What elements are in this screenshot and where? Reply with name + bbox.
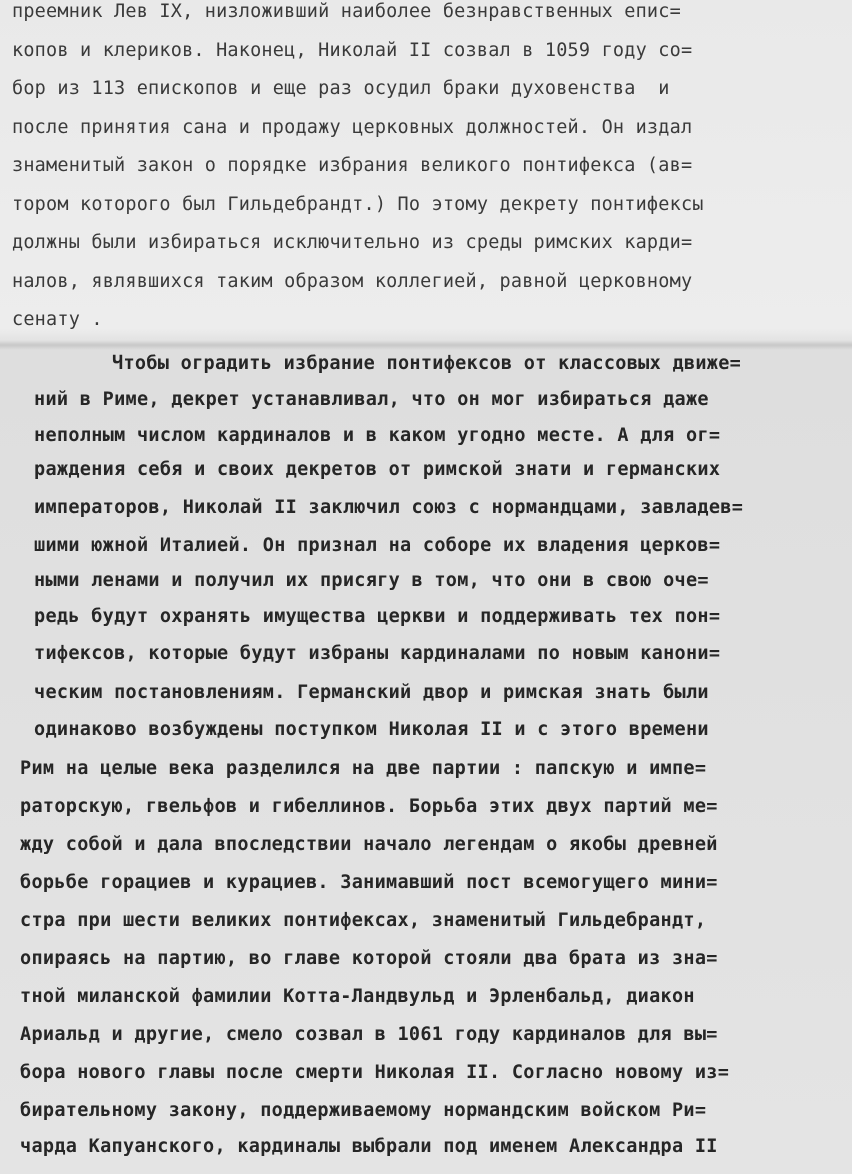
text-line: должны были избираться исключительно из среды римских карди= xyxy=(12,232,693,253)
text-line: жду собой и дала впоследствии начало легендам о якобы древней xyxy=(20,834,718,855)
text-line: раторскую, гвельфов и гибеллинов. Борьба этих двух партий ме= xyxy=(20,796,718,817)
text-line: Чтобы оградить избрание понтифексов от классовых движе= xyxy=(112,353,742,374)
text-line: тной миланской фамилии Котта-Ландвульд и Эрленбальд, диакон xyxy=(20,986,695,1007)
text-line: ными ленами и получил их присягу в том, что они в свою оче= xyxy=(34,570,709,591)
text-line: налов, являвшихся таким образом коллегией, равной церковному xyxy=(12,271,693,292)
text-line: раждения себя и своих декретов от римской знати и германских xyxy=(34,459,721,480)
text-line: борьбе горациев и курациев. Занимавший пост всемогущего мини= xyxy=(20,872,718,893)
text-line: тифексов, которые будут избраны кардиналами по новым канони= xyxy=(34,643,721,664)
text-line: ний в Риме, декрет устанавливал, что он мог избираться даже xyxy=(34,389,709,410)
text-line: бор из 113 епископов и еще раз осудил браки духовенства и xyxy=(12,78,670,99)
text-line: опираясь на партию, во главе которой стояли два брата из зна= xyxy=(20,948,718,969)
text-line: тором которого был Гильдебрандт.) По этому декрету понтифексы xyxy=(12,194,704,215)
text-line: Ариальд и другие, смело созвал в 1061 году кардиналов для вы= xyxy=(20,1024,718,1045)
text-line: одинаково возбуждены поступком Николая II и с этого времени xyxy=(34,719,709,740)
text-line: преемник Лев IX, низложивший наиболее безнравственных епис= xyxy=(12,1,681,22)
text-line: чарда Капуанского, кардиналы выбрали под именем Александра II xyxy=(20,1136,718,1157)
paragraph-papal-election-decree xyxy=(0,346,852,1174)
text-line: императоров, Николай II заключил союз с нормандцами, завладев= xyxy=(34,497,744,518)
paragraph-council-1059 xyxy=(0,0,852,346)
text-line: сенату . xyxy=(12,309,103,330)
text-line: неполным числом кардиналов и в каком угодно месте. А для ог= xyxy=(34,425,721,446)
text-line: Рим на целые века разделился на две партии : папскую и импе= xyxy=(20,758,707,779)
text-line: редь будут охранять имущества церкви и поддерживать тех пон= xyxy=(34,606,721,627)
text-line: ческим постановлениям. Германский двор и римская знать были xyxy=(34,682,709,703)
text-line: шими южной Италией. Он признал на соборе их владения церков= xyxy=(34,535,721,556)
text-line: бора нового главы после смерти Николая II. Согласно новому из= xyxy=(20,1062,730,1083)
text-line: после принятия сана и продажу церковных должностей. Он издал xyxy=(12,117,693,138)
text-line: знаменитый закон о порядке избрания великого понтифекса (ав= xyxy=(12,155,693,176)
text-line: копов и клериков. Наконец, Николай II созвал в 1059 году со= xyxy=(12,40,693,61)
text-line: стра при шести великих понтифексах, знаменитый Гильдебрандт, xyxy=(20,910,707,931)
text-line: бирательному закону, поддерживаемому нормандским войском Ри= xyxy=(20,1100,707,1121)
